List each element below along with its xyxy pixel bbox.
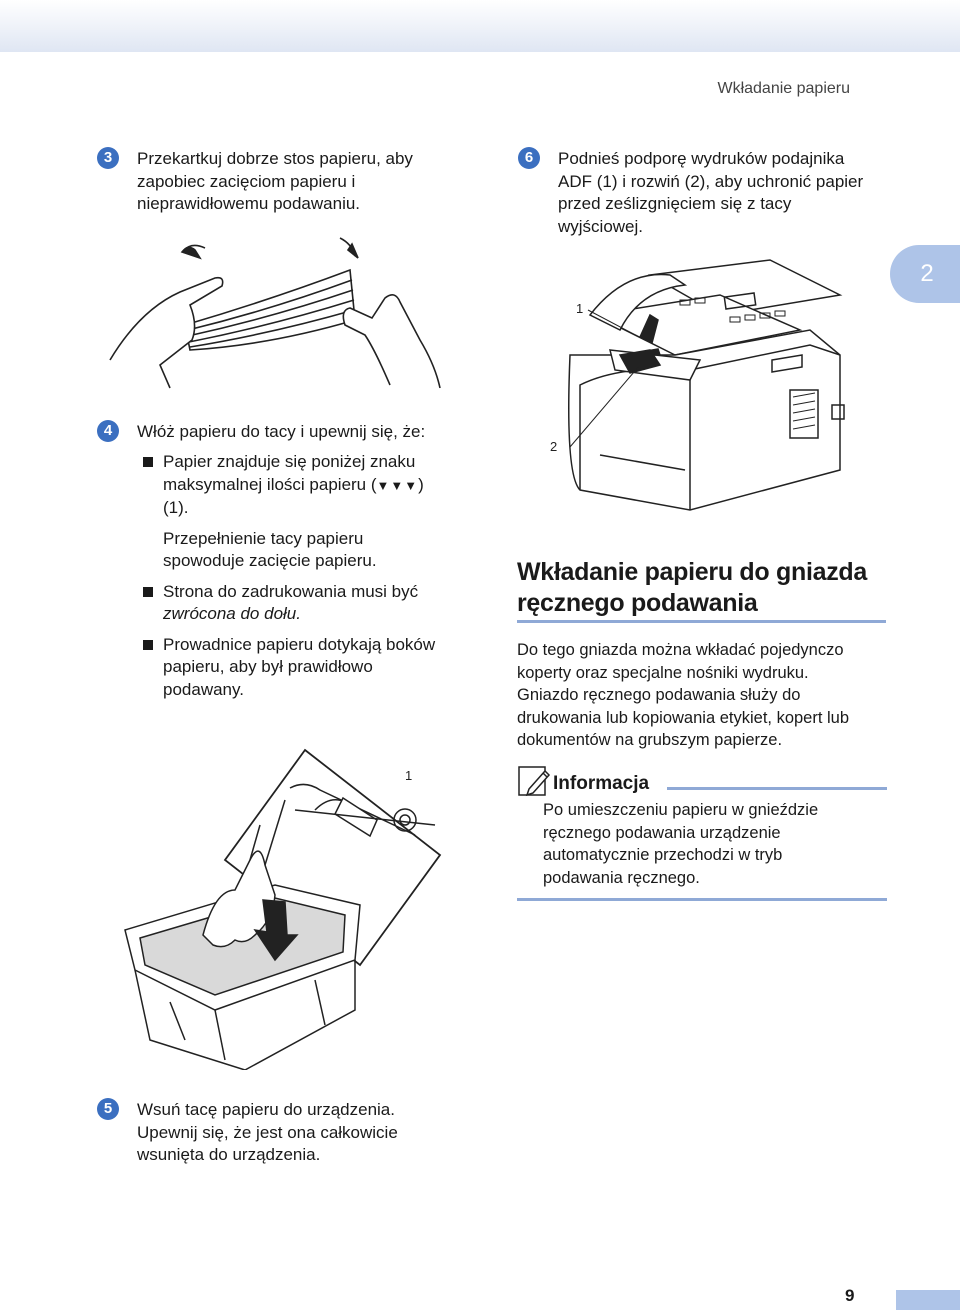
figure-callout: 1 <box>405 768 413 783</box>
bullet-text-line: (1). <box>163 498 189 517</box>
step-d <box>103 421 477 444</box>
figure-callout: 2 <box>550 439 558 454</box>
bullet-text-line: Prowadnice papieru dotykają boków <box>163 634 436 654</box>
printer-illustration <box>540 255 860 525</box>
pencil-note-icon <box>517 765 551 799</box>
step-text-line: zapobiec zacięciom papieru i <box>137 171 356 191</box>
bullet-item <box>163 451 483 520</box>
body-text-line: dokumentów na grubszym papierze. <box>517 731 783 750</box>
section-body <box>517 639 887 752</box>
page-number: 9 <box>845 1286 855 1305</box>
bullet-square-icon <box>143 457 153 467</box>
body-text-line: koperty oraz specjalne nośniki wydruku. <box>517 663 809 682</box>
step-text-line: Przekartkuj dobrze stos papieru, aby <box>137 149 413 168</box>
note-title-rule <box>667 787 887 790</box>
step-c <box>103 148 467 216</box>
note-title: Informacja <box>553 773 650 794</box>
step-text-line: przed ześlizgnięciem się z tacy <box>558 194 792 213</box>
bullet-text-line: papieru, aby był prawidłowo <box>163 657 373 676</box>
bullet-text-line: Strona do zadrukowania musi być <box>163 581 419 601</box>
step-text-line: nieprawidłowemu podawaniu. <box>137 194 361 213</box>
step-text-line: Podnieś podporę wydruków podajnika <box>558 149 845 168</box>
step-e <box>103 1099 467 1167</box>
note-text-line: podawania ręcznego. <box>543 868 700 887</box>
section-title-line: Wkładanie papieru do gniazda <box>517 558 867 586</box>
bullet-text-line <box>163 474 483 498</box>
note-text-line: Po umieszczeniu papieru w gnieździe <box>543 801 819 819</box>
body-text-line: Do tego gniazda można wkładać pojedynczo <box>517 641 844 659</box>
step-badge: 4 <box>97 420 119 442</box>
bullet-note <box>163 528 483 573</box>
bullet-item <box>163 581 483 626</box>
top-band <box>0 0 960 52</box>
note-box <box>517 765 887 905</box>
step-intro: Włóż papieru do tacy i upewnij się, że: <box>137 422 426 441</box>
section-title <box>517 557 887 619</box>
page-number-bar <box>896 1290 960 1310</box>
step-text-line: wsunięta do urządzenia. <box>137 1145 321 1164</box>
section-title-line: ręcznego podawania <box>517 589 758 617</box>
step-text-line: Upewnij się, że jest ona całkowicie <box>137 1122 398 1142</box>
step-text-line: Wsuń tacę papieru do urządzenia. <box>137 1100 395 1119</box>
bullet-text-fragment: ) <box>418 474 424 494</box>
max-paper-mark-icon: ▼▼▼ <box>376 477 419 493</box>
bullet-square-icon <box>143 587 153 597</box>
bullet-item <box>163 634 483 702</box>
paper-tray-illustration <box>115 740 450 1070</box>
figure-callout: 1 <box>576 301 584 316</box>
fan-paper-illustration <box>100 230 450 390</box>
step-d-bullets <box>163 451 483 709</box>
bullet-text-line: zwrócona do dołu. <box>163 604 301 623</box>
bullet-text-line: podawany. <box>163 679 244 699</box>
note-text-line: spowoduje zacięcie papieru. <box>163 551 377 570</box>
running-head: Wkładanie papieru <box>717 80 850 97</box>
bullet-text-fragment: maksymalnej ilości papieru ( <box>163 474 377 494</box>
body-text-line: Gniazdo ręcznego podawania służy do <box>517 686 801 705</box>
section-rule <box>517 620 886 623</box>
step-badge: 3 <box>97 147 119 169</box>
step-text-line: wyjściowej. <box>558 216 644 236</box>
step-badge: 6 <box>518 147 540 169</box>
step-text-line: ADF (1) i rozwiń (2), aby uchronić papier <box>558 171 864 191</box>
chapter-tab: 2 <box>890 245 960 303</box>
step-badge: 5 <box>97 1098 119 1120</box>
note-text-line: Przepełnienie tacy papieru <box>163 528 364 548</box>
note-text-line: ręcznego podawania urządzenie <box>543 823 781 842</box>
body-text-line: drukowania lub kopiowania etykiet, kopert lub <box>517 708 850 727</box>
note-bottom-rule <box>517 898 887 901</box>
step-f <box>524 148 888 238</box>
note-text <box>543 799 873 889</box>
note-text-line: automatycznie przechodzi w tryb <box>543 846 783 865</box>
bullet-text-line: Papier znajduje się poniżej znaku <box>163 452 416 471</box>
bullet-square-icon <box>143 640 153 650</box>
